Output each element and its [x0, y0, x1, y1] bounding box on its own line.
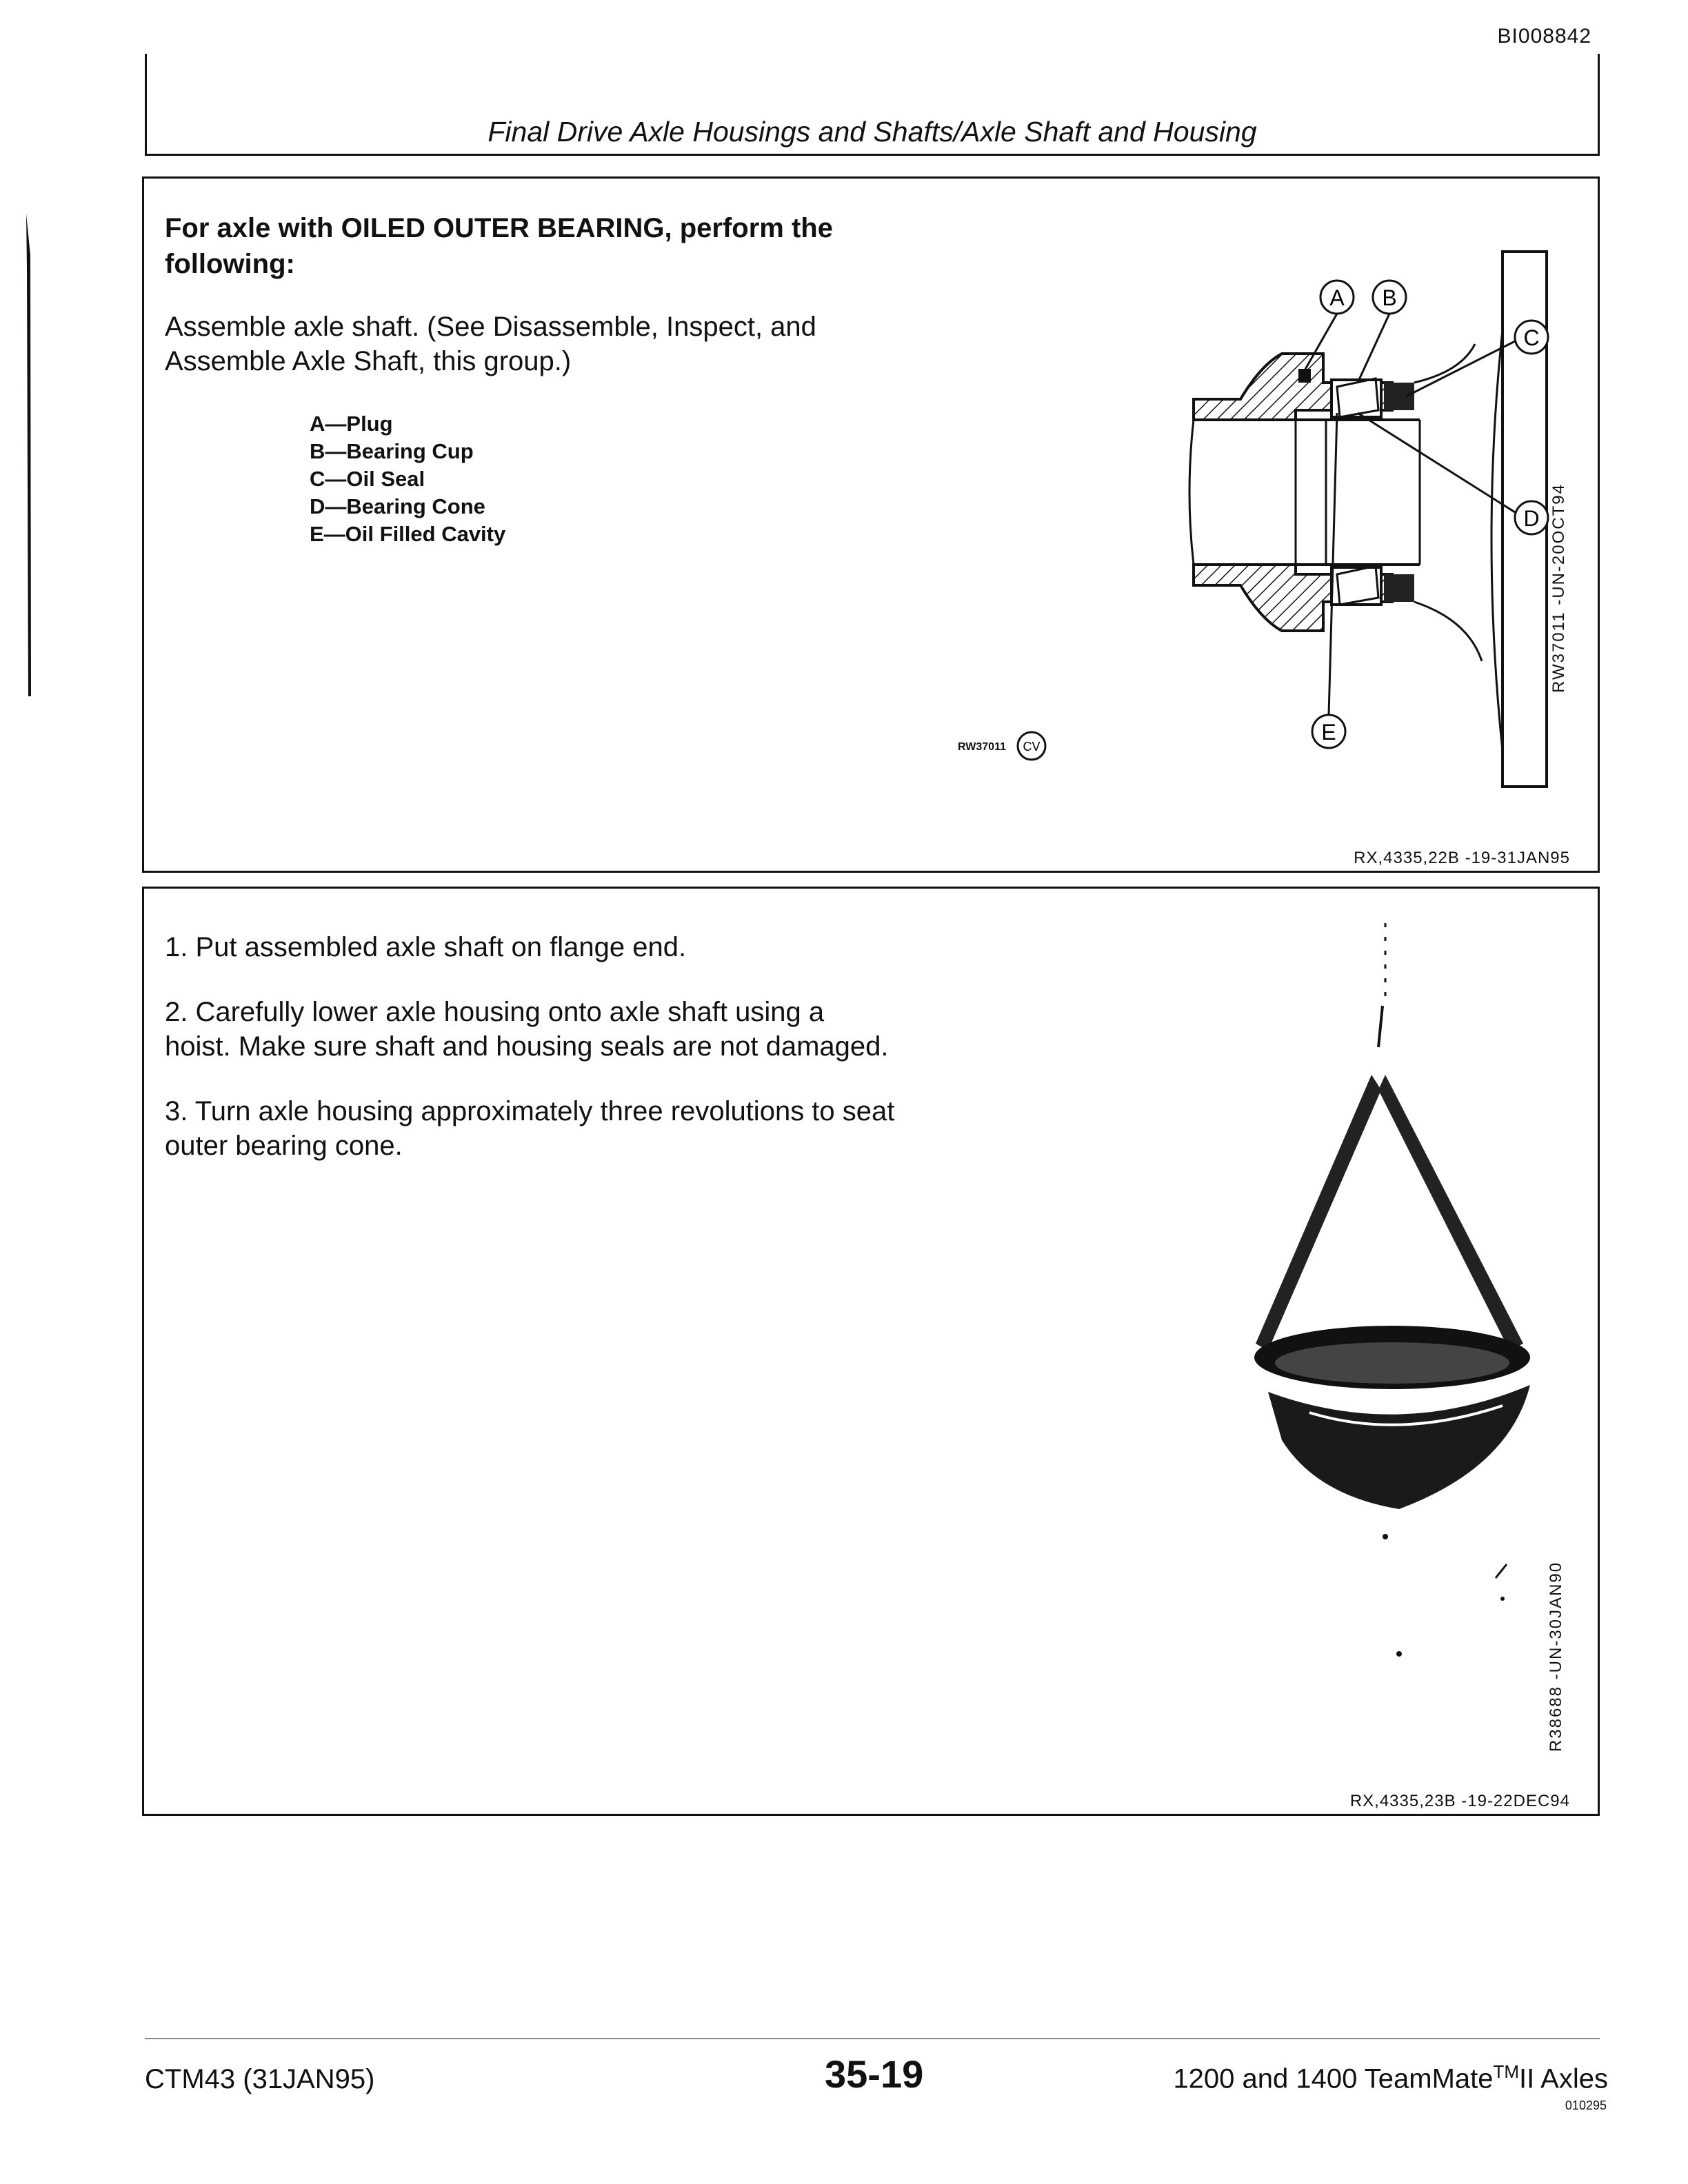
- legend-item-bearing-cone: D—Bearing Cone: [310, 494, 485, 518]
- scan-margin-mark: [25, 214, 32, 696]
- axle-cross-section-diagram: [1034, 206, 1558, 868]
- panel2-reference: RX,4335,23B -19-22DEC94: [1349, 1792, 1570, 1810]
- oiled-bearing-panel: [142, 176, 1600, 873]
- intro-text: Assemble axle shaft. (See Disassemble, Inspect, and Assemble Axle Shaft, this group.): [165, 312, 816, 376]
- trademark: TM: [1493, 2061, 1520, 2082]
- panel1-side-code: RW37011 -UN-20OCT94: [1549, 483, 1568, 693]
- callout-c: C: [1523, 325, 1540, 350]
- step-1: 1. Put assembled axle shaft on flange end.: [165, 932, 687, 962]
- manual-title-suffix: II Axles: [1519, 2063, 1608, 2094]
- panel1-reference: RX,4335,22B -19-31JAN95: [1354, 849, 1570, 867]
- hoist-strap-left: [1256, 1075, 1381, 1351]
- oil-seal-lower: [1384, 574, 1414, 602]
- callout-d: D: [1523, 506, 1540, 531]
- cv-badge-text: CV: [1023, 740, 1041, 754]
- hoist-strap-right: [1378, 1075, 1523, 1351]
- oil-seal-upper: [1384, 383, 1414, 410]
- legend-item-oil-cavity: E—Oil Filled Cavity: [310, 522, 506, 546]
- install-housing-panel: [142, 887, 1600, 1816]
- section-title: Final Drive Axle Housings and Shafts/Axle Shaft and Housing: [488, 116, 1257, 148]
- manual-title: [1173, 2061, 1608, 2094]
- callout-e: E: [1321, 720, 1336, 745]
- steps-list: [165, 930, 896, 1193]
- step-2: 2. Carefully lower axle housing onto axle shaft using a hoist. Make sure shaft and housing seals are not damaged.: [165, 997, 889, 1062]
- panel-heading: For axle with OILED OUTER BEARING, perform the following:: [165, 213, 833, 279]
- document-id: BI008842: [1497, 25, 1591, 48]
- legend: [310, 410, 505, 548]
- legend-item-oil-seal: C—Oil Seal: [310, 467, 425, 491]
- manual-code: CTM43 (31JAN95): [145, 2064, 375, 2094]
- callout-a: A: [1329, 285, 1345, 310]
- figure-small-label: RW37011: [958, 741, 1006, 753]
- footer-rule: [145, 2038, 1600, 2039]
- footer-code: 010295: [1565, 2099, 1607, 2112]
- manual-title-prefix: 1200 and 1400 TeamMate: [1173, 2063, 1494, 2094]
- step-3: 3. Turn axle housing approximately three revolutions to seat outer bearing cone.: [165, 1096, 895, 1161]
- axle-housing: [1268, 1385, 1530, 1509]
- callout-b: B: [1382, 285, 1397, 310]
- cv-badge-icon: [1016, 730, 1047, 762]
- hoist-photo-illustration: [1082, 902, 1578, 1688]
- legend-item-bearing-cup: B—Bearing Cup: [310, 439, 474, 463]
- page-number: 35-19: [825, 2052, 924, 2096]
- panel2-side-code: R38688 -UN-30JAN90: [1547, 1561, 1566, 1752]
- header-box: [145, 54, 1600, 156]
- legend-item-plug: A—Plug: [310, 412, 393, 436]
